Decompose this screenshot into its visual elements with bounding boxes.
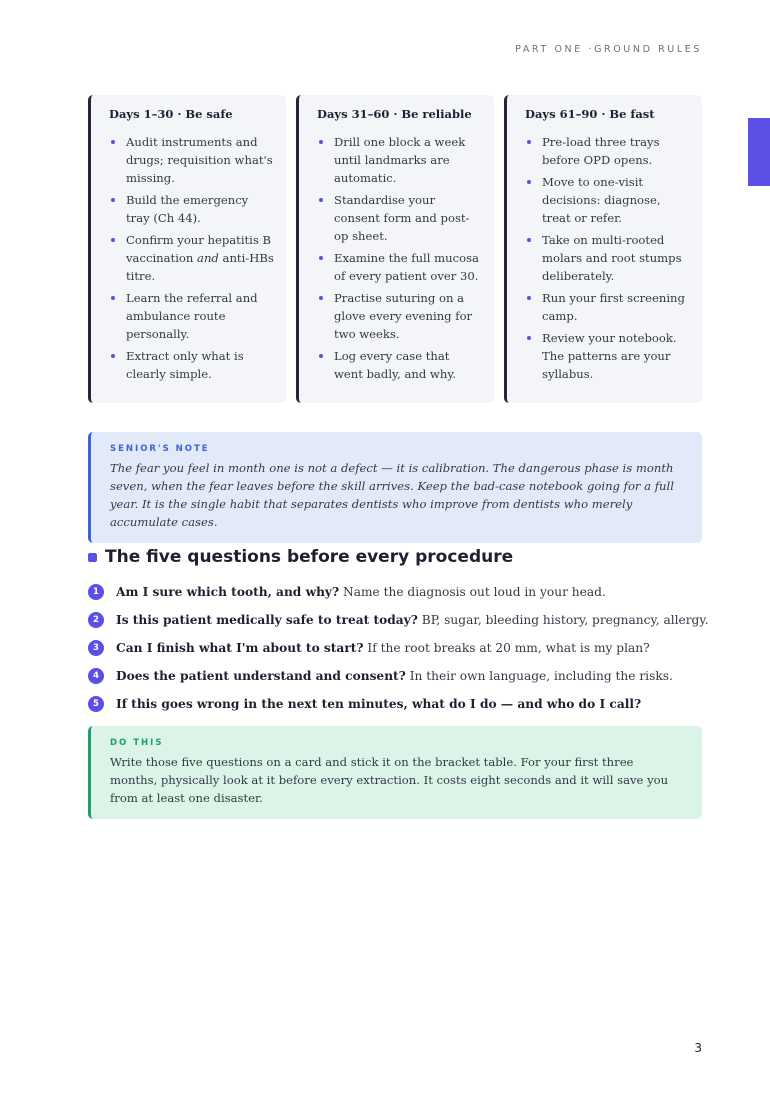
- checklist: [109, 133, 274, 383]
- callout-body: The fear you feel in month one is not a defect — it is calibration. The dangerous phase is month seven, when the fear leaves before the skill arrives. Keep the bad-case notebook going for a full year. It is the single habit that separates dentists who improve from dentists who merely accumulate cases.: [110, 461, 674, 529]
- number-badge: 2: [88, 612, 104, 628]
- section-title: The five questions before every procedure: [105, 547, 514, 567]
- list-item: Log every case that went badly, and why.: [317, 347, 482, 383]
- checklist: [525, 133, 690, 383]
- list-item: Run your first screening camp.: [525, 289, 690, 325]
- question-rest: BP, sugar, bleeding history, pregnancy, allergy.: [417, 613, 709, 627]
- page-number: 3: [694, 1041, 702, 1055]
- list-item: Extract only what is clearly simple.: [109, 347, 274, 383]
- question-lead: Can I finish what I'm about to start?: [116, 641, 364, 655]
- chapter-tab-marker: [748, 118, 770, 186]
- question-text: [116, 697, 641, 711]
- callout-body: Write those five questions on a card and stick it on the bracket table. For your first three months, physically look at it before every extraction. It costs eight seconds and it will save you from at least one disaster.: [110, 755, 669, 805]
- list-item: Audit instruments and drugs; requisition what's missing.: [109, 133, 274, 187]
- question-rest: If the root breaks at 20 mm, what is my plan?: [363, 641, 650, 655]
- plan-column-days-31-60: [296, 95, 494, 403]
- callout-label: DO THIS: [110, 738, 164, 748]
- number-badge: 5: [88, 696, 104, 712]
- question-lead: Does the patient understand and consent?: [116, 669, 406, 683]
- question-item: [88, 606, 718, 634]
- question-text: [116, 613, 709, 627]
- section-heading: [88, 547, 513, 567]
- list-item: Move to one-visit decisions: diagnose, treat or refer.: [525, 173, 690, 227]
- list-item: [109, 231, 274, 285]
- callout-label: SENIOR'S NOTE: [110, 444, 210, 454]
- column-title: Days 31–60 · Be reliable: [317, 107, 472, 121]
- question-text: [116, 669, 673, 683]
- number-badge: 4: [88, 668, 104, 684]
- do-this-callout: [88, 726, 702, 819]
- column-title: Days 61–90 · Be fast: [525, 107, 655, 121]
- checklist: [317, 133, 482, 383]
- running-head: PART ONE ·GROUND RULES: [515, 44, 702, 55]
- list-item: Review your notebook. The patterns are your syllabus.: [525, 329, 690, 383]
- list-item: Drill one block a week until landmarks are automatic.: [317, 133, 482, 187]
- question-item: [88, 578, 718, 606]
- list-item: Examine the full mucosa of every patient over 30.: [317, 249, 482, 285]
- square-bullet-icon: [88, 553, 97, 562]
- ninety-day-plan: [88, 95, 702, 403]
- list-item-text: Confirm your hepatitis B vaccination and anti-HBs titre.: [126, 233, 274, 283]
- question-lead: If this goes wrong in the next ten minutes, what do I do — and who do I call?: [116, 697, 642, 711]
- question-lead: Is this patient medically safe to treat today?: [116, 613, 418, 627]
- number-badge: 1: [88, 584, 104, 600]
- question-rest: In their own language, including the risks.: [405, 669, 673, 683]
- question-item: [88, 634, 718, 662]
- question-rest: Name the diagnosis out loud in your head.: [339, 585, 606, 599]
- question-lead: Am I sure which tooth, and why?: [116, 585, 340, 599]
- question-text: [116, 641, 650, 655]
- list-item: Take on multi-rooted molars and root stumps deliberately.: [525, 231, 690, 285]
- column-title: Days 1–30 · Be safe: [109, 107, 233, 121]
- list-item: Practise suturing on a glove every evening for two weeks.: [317, 289, 482, 343]
- question-text: [116, 585, 606, 599]
- list-item: Pre-load three trays before OPD opens.: [525, 133, 690, 169]
- list-item: Learn the referral and ambulance route personally.: [109, 289, 274, 343]
- plan-column-days-61-90: [504, 95, 702, 403]
- question-item: [88, 662, 718, 690]
- senior-note-callout: [88, 432, 702, 543]
- number-badge: 3: [88, 640, 104, 656]
- list-item: Build the emergency tray (Ch 44).: [109, 191, 274, 227]
- list-item: Standardise your consent form and post-op sheet.: [317, 191, 482, 245]
- questions-list: [88, 578, 718, 718]
- question-item: [88, 690, 718, 718]
- plan-column-days-1-30: [88, 95, 286, 403]
